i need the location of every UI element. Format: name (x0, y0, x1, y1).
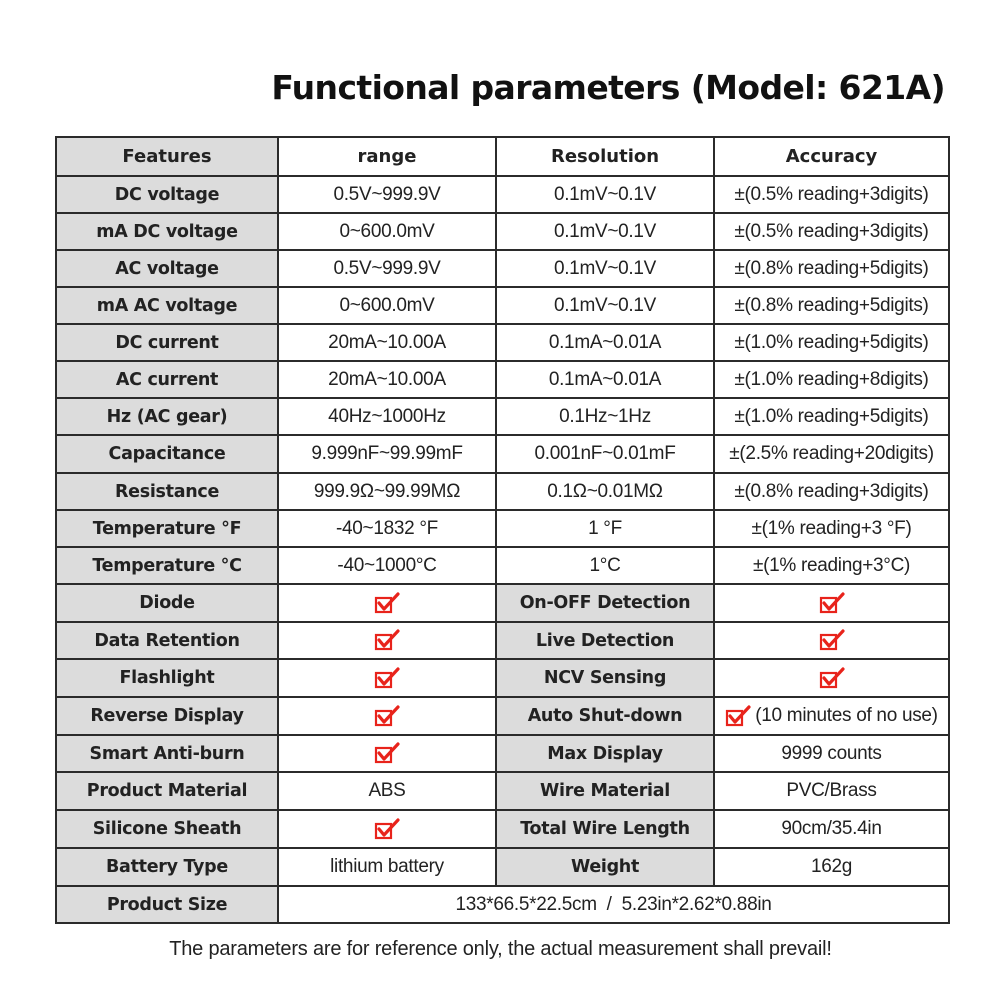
feature-value (714, 697, 949, 735)
resolution-value: 0.1mA~0.01A (496, 324, 714, 361)
table-row (56, 659, 949, 697)
page-title: Functional parameters (Model: 621A) (271, 68, 945, 107)
table-row (56, 772, 949, 810)
feature-value (278, 622, 496, 659)
table-header-row (56, 137, 949, 176)
accuracy-value: ±(1.0% reading+8digits) (714, 361, 949, 398)
table-row (56, 810, 949, 848)
table-row (56, 735, 949, 772)
table-row (56, 435, 949, 473)
product-size-value: 133*66.5*22.5cm / 5.23in*2.62*0.88in (278, 886, 949, 923)
range-value: 0~600.0mV (278, 213, 496, 250)
feature-label: Silicone Sheath (56, 810, 278, 848)
table-row (56, 697, 949, 735)
table-row (56, 361, 949, 398)
accuracy-value: ±(1.0% reading+5digits) (714, 398, 949, 435)
feature-value (714, 584, 949, 622)
table-row (56, 622, 949, 659)
feature-label: DC current (56, 324, 278, 361)
range-value: 0.5V~999.9V (278, 176, 496, 213)
product-size-label: Product Size (56, 886, 278, 923)
feature-label: Wire Material (496, 772, 714, 810)
accuracy-value: ±(0.8% reading+5digits) (714, 250, 949, 287)
feature-label: Resistance (56, 473, 278, 510)
feature-value (714, 659, 949, 697)
range-value: 0~600.0mV (278, 287, 496, 324)
feature-label: Diode (56, 584, 278, 622)
feature-label: Hz (AC gear) (56, 398, 278, 435)
checkbox-checked-icon (374, 667, 400, 689)
header-range: range (278, 137, 496, 176)
feature-value (278, 735, 496, 772)
table-row (56, 250, 949, 287)
resolution-value: 0.1mV~0.1V (496, 176, 714, 213)
feature-value (278, 584, 496, 622)
feature-label: Total Wire Length (496, 810, 714, 848)
accuracy-value: ±(0.5% reading+3digits) (714, 176, 949, 213)
resolution-value: 0.1mV~0.1V (496, 287, 714, 324)
resolution-value: 0.1mV~0.1V (496, 250, 714, 287)
feature-label: On-OFF Detection (496, 584, 714, 622)
feature-label: AC voltage (56, 250, 278, 287)
table-row (56, 886, 949, 923)
range-value: 0.5V~999.9V (278, 250, 496, 287)
feature-label: Temperature °F (56, 510, 278, 547)
feature-value: PVC/Brass (714, 772, 949, 810)
table-row (56, 398, 949, 435)
feature-label: Auto Shut-down (496, 697, 714, 735)
resolution-value: 1 °F (496, 510, 714, 547)
feature-label: Flashlight (56, 659, 278, 697)
resolution-value: 0.1mA~0.01A (496, 361, 714, 398)
table-row (56, 848, 949, 886)
resolution-value: 0.001nF~0.01mF (496, 435, 714, 473)
accuracy-value: ±(1.0% reading+5digits) (714, 324, 949, 361)
header-accuracy: Accuracy (714, 137, 949, 176)
feature-value (278, 810, 496, 848)
feature-value (278, 697, 496, 735)
range-value: -40~1832 °F (278, 510, 496, 547)
checkbox-checked-icon (374, 742, 400, 764)
feature-value: 90cm/35.4in (714, 810, 949, 848)
resolution-value: 0.1Ω~0.01MΩ (496, 473, 714, 510)
accuracy-value: ±(0.5% reading+3digits) (714, 213, 949, 250)
disclaimer-note: The parameters are for reference only, the actual measurement shall prevail! (169, 938, 832, 960)
range-value: 9.999nF~99.99mF (278, 435, 496, 473)
accuracy-value: ±(1% reading+3°C) (714, 547, 949, 584)
feature-label: Capacitance (56, 435, 278, 473)
table-row (56, 547, 949, 584)
accuracy-value: ±(0.8% reading+3digits) (714, 473, 949, 510)
feature-value: ABS (278, 772, 496, 810)
feature-value (278, 659, 496, 697)
table-row (56, 584, 949, 622)
parameters-table-body (56, 137, 949, 923)
header-features: Features (56, 137, 278, 176)
feature-label: NCV Sensing (496, 659, 714, 697)
feature-label: Temperature °C (56, 547, 278, 584)
range-value: 999.9Ω~99.99MΩ (278, 473, 496, 510)
feature-label: Reverse Display (56, 697, 278, 735)
checkbox-checked-icon (374, 705, 400, 727)
checkbox-checked-icon (374, 592, 400, 614)
feature-value (714, 622, 949, 659)
parameters-table (55, 136, 950, 924)
checkbox-checked-icon (819, 667, 845, 689)
resolution-value: 1°C (496, 547, 714, 584)
header-resolution: Resolution (496, 137, 714, 176)
checkbox-checked-icon (819, 592, 845, 614)
table-row (56, 510, 949, 547)
feature-label: Smart Anti-burn (56, 735, 278, 772)
feature-label: mA AC voltage (56, 287, 278, 324)
checkbox-checked-icon (819, 629, 845, 651)
feature-label: mA DC voltage (56, 213, 278, 250)
feature-label: Weight (496, 848, 714, 886)
range-value: 40Hz~1000Hz (278, 398, 496, 435)
resolution-value: 0.1Hz~1Hz (496, 398, 714, 435)
table-row (56, 287, 949, 324)
feature-label: Data Retention (56, 622, 278, 659)
table-row (56, 176, 949, 213)
feature-label: Battery Type (56, 848, 278, 886)
feature-label: AC current (56, 361, 278, 398)
table-row (56, 213, 949, 250)
feature-note: (10 minutes of no use) (755, 704, 938, 726)
table-row (56, 324, 949, 361)
checkbox-checked-icon (725, 705, 751, 727)
feature-value: 9999 counts (714, 735, 949, 772)
range-value: -40~1000°C (278, 547, 496, 584)
checkbox-checked-icon (374, 818, 400, 840)
resolution-value: 0.1mV~0.1V (496, 213, 714, 250)
accuracy-value: ±(0.8% reading+5digits) (714, 287, 949, 324)
feature-value: lithium battery (278, 848, 496, 886)
feature-label: Product Material (56, 772, 278, 810)
table-row (56, 473, 949, 510)
feature-label: Live Detection (496, 622, 714, 659)
feature-value: 162g (714, 848, 949, 886)
range-value: 20mA~10.00A (278, 324, 496, 361)
feature-label: DC voltage (56, 176, 278, 213)
range-value: 20mA~10.00A (278, 361, 496, 398)
checkbox-checked-icon (374, 629, 400, 651)
accuracy-value: ±(1% reading+3 °F) (714, 510, 949, 547)
accuracy-value: ±(2.5% reading+20digits) (714, 435, 949, 473)
feature-label: Max Display (496, 735, 714, 772)
